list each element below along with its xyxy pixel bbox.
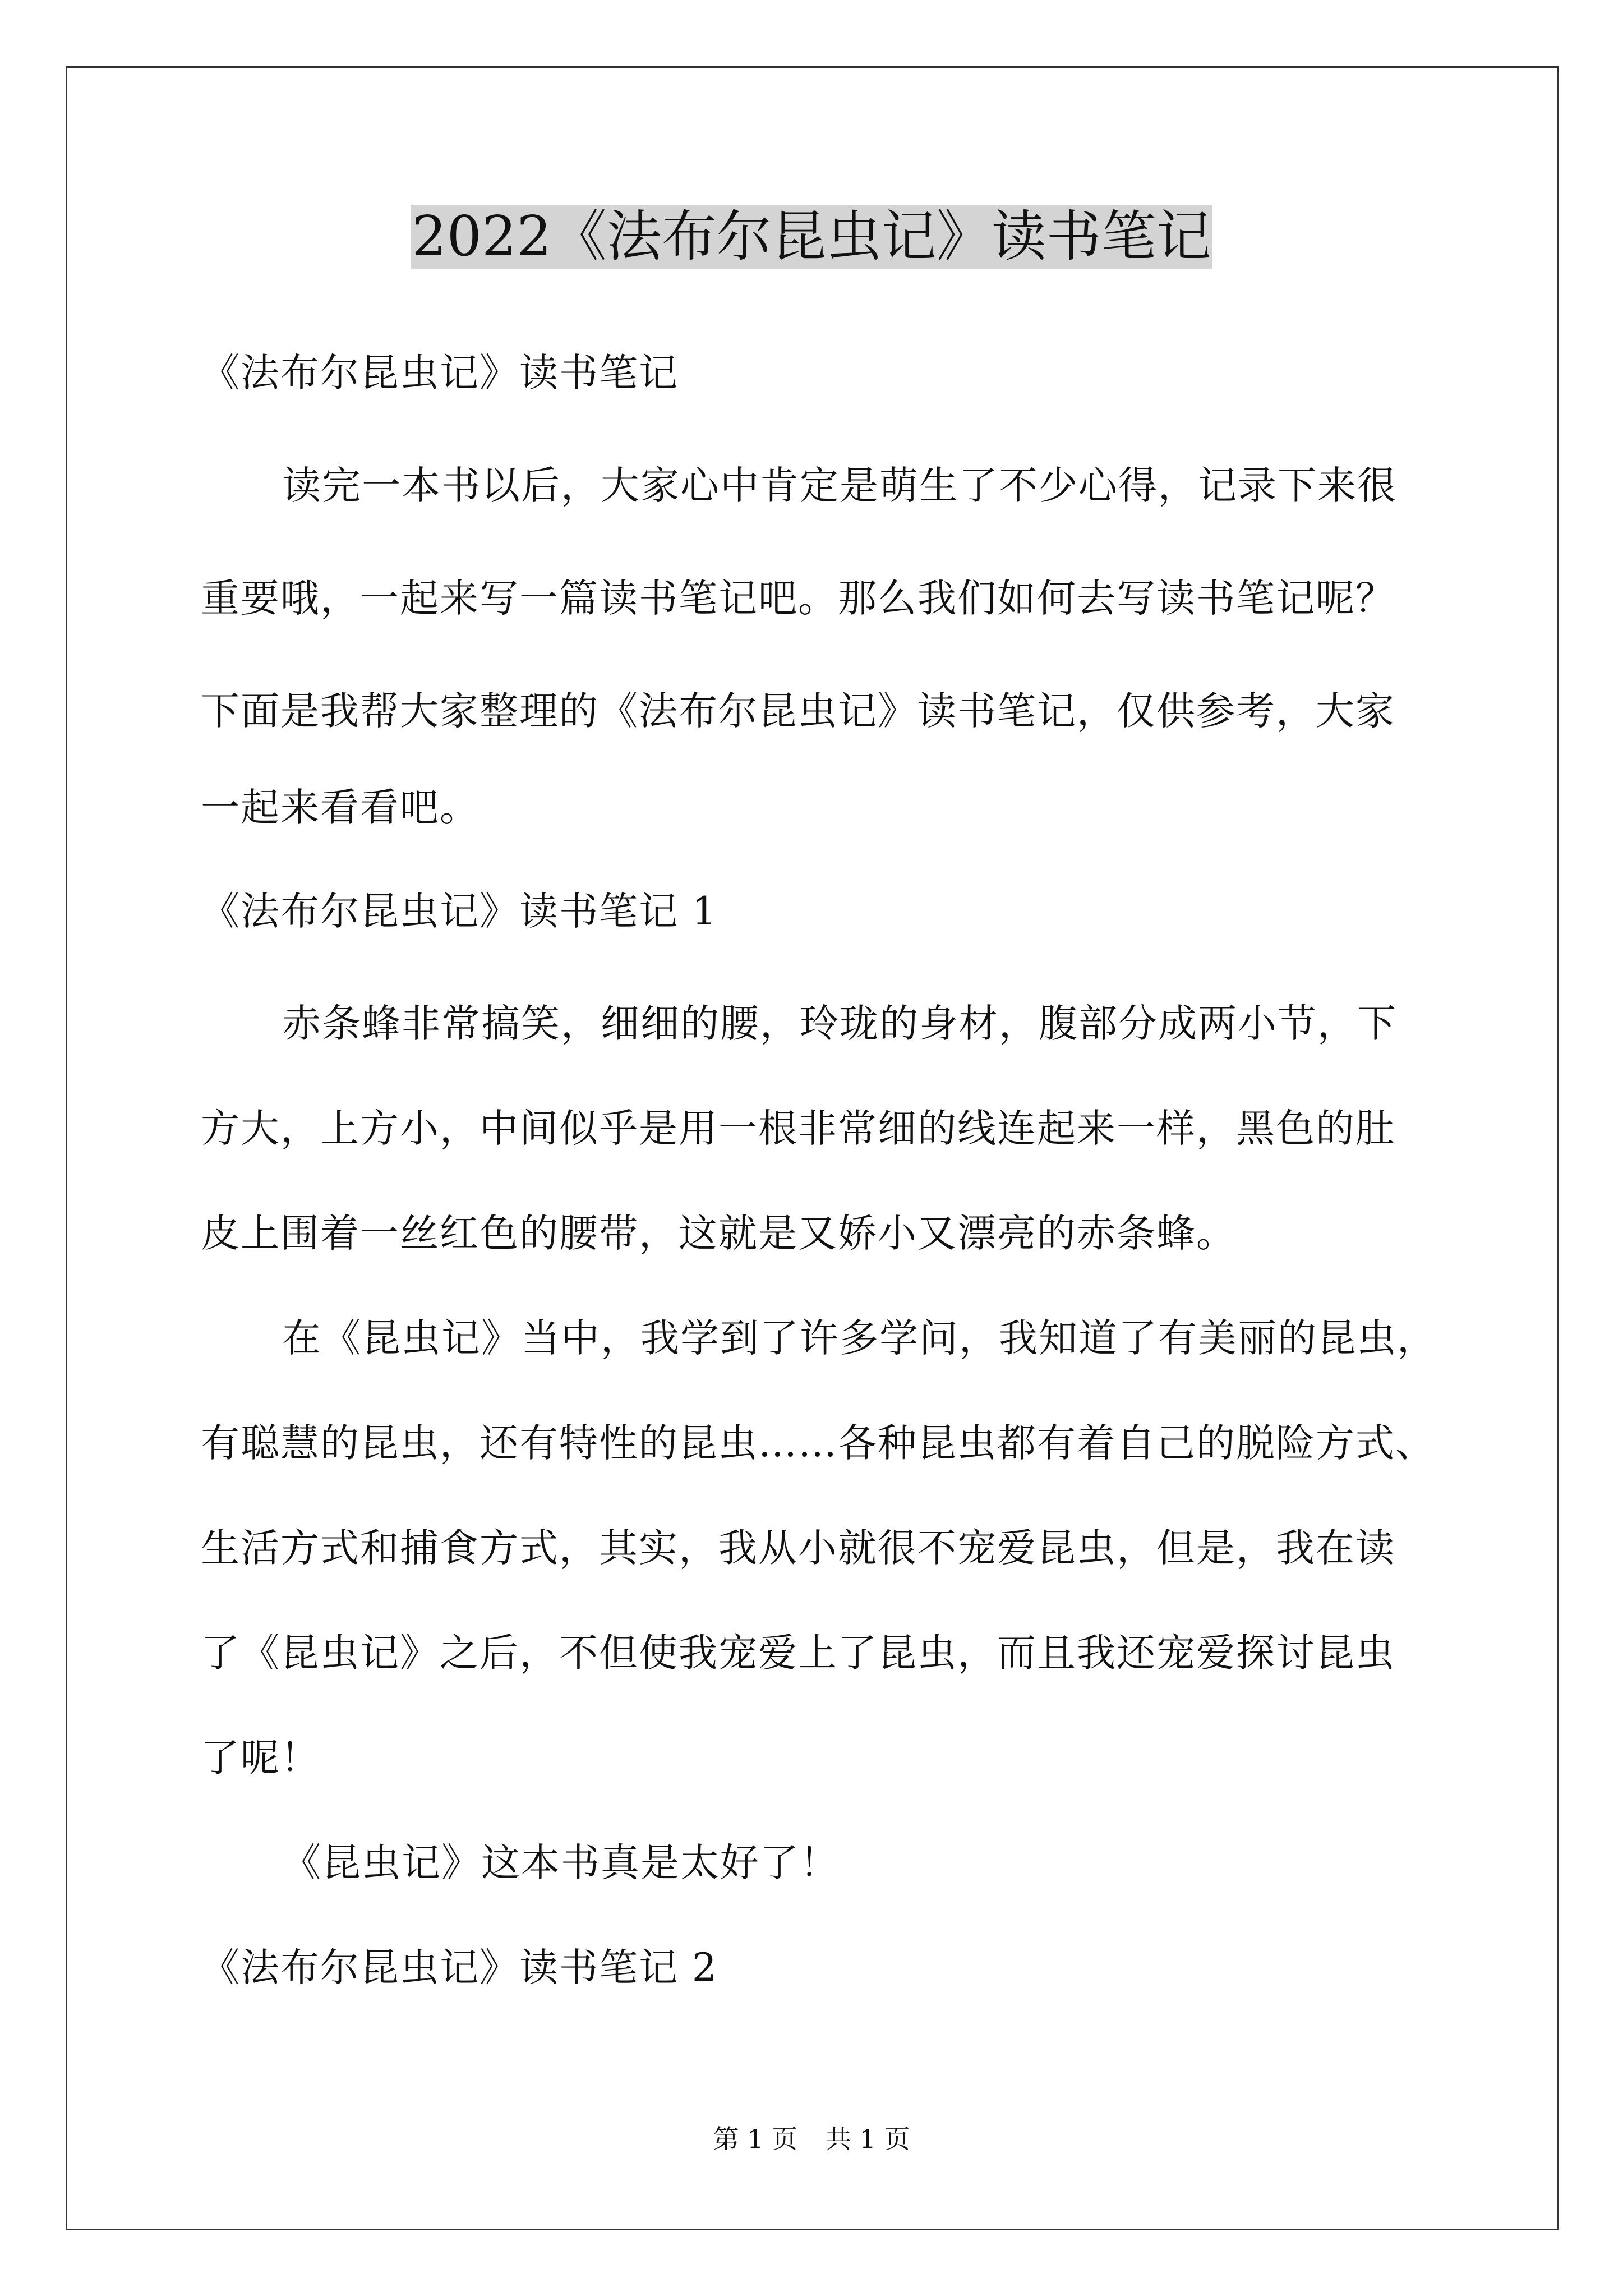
paragraph-line: 方大，上方小，中间似乎是用一根非常细的线连起来一样，黑色的肚 — [201, 1106, 1395, 1151]
paragraph-line: 重要哦，一起来写一篇读书笔记吧。那么我们如何去写读书笔记呢？ — [201, 576, 1395, 621]
paragraph-line: 赤条蜂非常搞笑，细细的腰，玲珑的身材，腹部分成两小节，下 — [282, 1001, 1397, 1046]
page-footer — [0, 2122, 1623, 2156]
section-heading-2: 《法布尔昆虫记》读书笔记 2 — [201, 1945, 718, 1990]
section-heading-1: 《法布尔昆虫记》读书笔记 1 — [201, 889, 718, 934]
paragraph-line: 了《昆虫记》之后，不但使我宠爱上了昆虫，而且我还宠爱探讨昆虫 — [201, 1631, 1395, 1676]
paragraph-line: 有聪慧的昆虫，还有特性的昆虫……各种昆虫都有着自己的脱险方式、 — [201, 1421, 1435, 1466]
subtitle-line: 《法布尔昆虫记》读书笔记 — [201, 351, 679, 395]
paragraph-line: 在《昆虫记》当中，我学到了许多学问，我知道了有美丽的昆虫， — [282, 1316, 1437, 1361]
paragraph-line: 了呢！ — [201, 1736, 320, 1780]
paragraph-line: 生活方式和捕食方式，其实，我从小就很不宠爱昆虫，但是，我在读 — [201, 1526, 1395, 1571]
page-total: 共 1 页 — [826, 2124, 910, 2154]
paragraph-line: 皮上围着一丝红色的腰带，这就是又娇小又漂亮的赤条蜂。 — [201, 1211, 1236, 1256]
document-title-text: 2022《法布尔昆虫记》读书笔记 — [412, 205, 1211, 269]
paragraph-line: 下面是我帮大家整理的《法布尔昆虫记》读书笔记，仅供参考，大家 — [201, 689, 1395, 734]
page-number: 第 1 页 — [713, 2124, 797, 2154]
document-title — [0, 197, 1623, 276]
paragraph-line: 《昆虫记》这本书真是太好了！ — [282, 1841, 840, 1885]
paragraph-line: 读完一本书以后，大家心中肯定是萌生了不少心得，记录下来很 — [282, 463, 1397, 508]
paragraph-line: 一起来看看吧。 — [201, 785, 479, 830]
